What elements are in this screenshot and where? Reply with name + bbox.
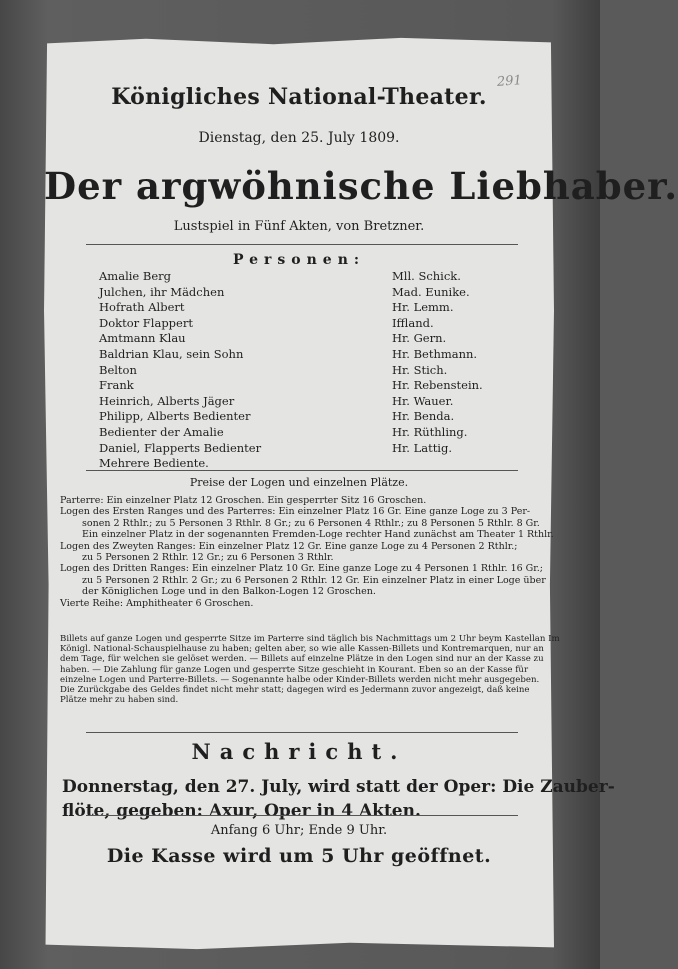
cast-row	[99, 300, 499, 316]
actor-name: Hr. Bethmann.	[392, 346, 478, 361]
cast-row	[99, 269, 499, 285]
divider	[86, 244, 518, 245]
divider	[86, 815, 518, 816]
box-office-opening: Die Kasse wird um 5 Uhr geöffnet.	[106, 845, 492, 867]
price-line: zu 5 Personen 2 Rthlr. 2 Gr.; zu 6 Personen 2 Rthlr. 12 Gr. Ein einzelner Platz in einer Loge über	[82, 574, 546, 586]
note-line: haben. — Die Zahlung für ganze Logen und gesperrte Sitze geschieht in Kourant. Eben so an der Kasse für	[60, 664, 529, 675]
role-name: Daniel, Flapperts Bedienter	[99, 440, 262, 455]
note-line: Plätze mehr zu haben sind.	[60, 695, 179, 706]
cast-list	[99, 269, 499, 472]
cast-row	[99, 285, 499, 301]
performance-date: Dienstag, den 25. July 1809.	[198, 130, 400, 146]
theatre-name: Königliches National-Theater.	[111, 84, 487, 110]
price-line: sonen 2 Rthlr.; zu 5 Personen 3 Rthlr. 8 Gr.; zu 6 Personen 4 Rthlr.; zu 8 Personen 5 Rthlr. 8 Gr.	[82, 517, 540, 529]
announcement-line: Donnerstag, den 27. July, wird statt der Oper: Die Zauber-	[62, 777, 615, 797]
role-name: Julchen, ihr Mädchen	[99, 284, 225, 299]
cast-row	[99, 425, 499, 441]
actor-name: Hr. Rüthling.	[392, 424, 468, 439]
role-name: Heinrich, Alberts Jäger	[99, 393, 235, 408]
price-line: zu 5 Personen 2 Rthlr. 12 Gr.; zu 6 Personen 3 Rthlr.	[82, 552, 334, 564]
cast-row	[99, 378, 499, 394]
note-line: einzelne Logen und Parterre-Billets. — Sogenannte halbe oder Kinder-Billets werden nicht mehr ausgegeben.	[60, 674, 540, 685]
role-name: Philipp, Alberts Bedienter	[99, 409, 251, 424]
cast-row	[99, 441, 499, 457]
actor-name: Hr. Rebenstein.	[392, 378, 483, 393]
role-name: Bedienter der Amalie	[99, 424, 224, 439]
role-name: Hofrath Albert	[99, 300, 185, 315]
archive-number: 291	[496, 73, 523, 90]
price-line: Vierte Reihe: Amphitheater 6 Groschen.	[60, 597, 254, 609]
role-name: Mehrere Bediente.	[99, 456, 209, 471]
note-line: Königl. National-Schauspielhause zu haben; gelten aber, so wie alle Kassen-Billets und Kontremarquen, nur an	[60, 644, 544, 655]
role-name: Amalie Berg	[99, 269, 171, 283]
cast-row	[99, 331, 499, 347]
actor-name: Hr. Lattig.	[392, 440, 453, 455]
ticket-notes	[60, 634, 560, 706]
actor-name: Hr. Benda.	[392, 409, 455, 424]
prices-heading: Preise der Logen und einzelnen Plätze.	[189, 476, 409, 489]
cast-row	[99, 347, 499, 363]
role-name: Belton	[99, 362, 137, 377]
role-name: Amtmann Klau	[99, 331, 186, 346]
announcement-line: flöte, gegeben: Axur, Oper in 4 Akten.	[62, 801, 421, 821]
role-name: Doktor Flappert	[99, 315, 193, 330]
divider	[86, 732, 518, 733]
price-line: Logen des Ersten Ranges und des Parterres: Ein einzelner Platz 16 Gr. Eine ganze Loge zu 3 Per-	[60, 506, 531, 518]
cast-row	[99, 409, 499, 425]
price-list	[60, 495, 554, 609]
actor-name: Hr. Wauer.	[392, 393, 454, 408]
cast-row	[99, 363, 499, 379]
cast-row	[99, 316, 499, 332]
actor-name: Iffland.	[392, 315, 434, 330]
divider	[86, 470, 518, 471]
price-line: Ein einzelner Platz in der sogenannten Fremden-Loge rechter Hand zunächst am Theater 1 Rthlr.	[82, 529, 554, 541]
actor-name: Hr. Gern.	[392, 331, 447, 346]
performance-times: Anfang 6 Uhr; Ende 9 Uhr.	[210, 823, 388, 838]
cast-row	[99, 394, 499, 410]
role-name: Frank	[99, 378, 134, 393]
cast-heading: Personen:	[232, 252, 366, 268]
announcement-heading: Nachricht.	[191, 739, 407, 764]
price-line: der Königlichen Loge und in den Balkon-Logen 12 Groschen.	[82, 586, 376, 598]
actor-name: Hr. Lemm.	[392, 300, 454, 315]
actor-name: Mll. Schick.	[392, 269, 461, 283]
note-line: Billets auf ganze Logen und gesperrte Sitze im Parterre sind täglich bis Nachmittags um 2 Uhr beym Kastellan Im	[60, 634, 560, 644]
price-line: Logen des Dritten Ranges: Ein einzelner Platz 10 Gr. Eine ganze Loge zu 4 Personen 1 Rthlr. 16 Gr.;	[60, 563, 543, 575]
price-line: Logen des Zweyten Ranges: Ein einzelner Platz 12 Gr. Eine ganze Loge zu 4 Personen 2 Rthlr.;	[60, 540, 518, 552]
play-title: Der argwöhnische Liebhaber.	[44, 164, 678, 208]
note-line: dem Tage, für welchen sie gelöset werden. — Billets auf einzelne Plätze in den Logen sind nur an der Kasse zu	[60, 654, 544, 665]
actor-name: Mad. Eunike.	[392, 284, 470, 299]
actor-name: Hr. Stich.	[392, 362, 448, 377]
price-line: Parterre: Ein einzelner Platz 12 Groschen. Ein gesperrter Sitz 16 Groschen.	[60, 495, 427, 506]
role-name: Baldrian Klau, sein Sohn	[99, 346, 244, 361]
play-subtitle: Lustspiel in Fünf Akten, von Bretzner.	[173, 219, 425, 234]
note-line: Die Zurückgabe des Geldes findet nicht mehr statt; dagegen wird es Jedermann zuvor angezeigt, daß keine	[60, 685, 530, 696]
